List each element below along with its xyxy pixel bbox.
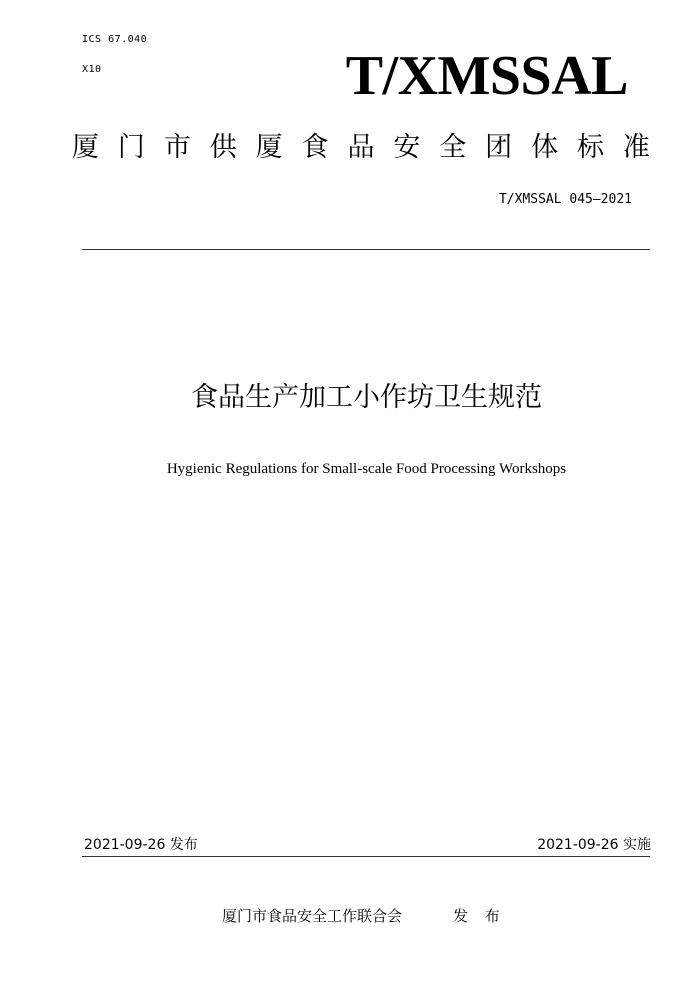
- document-title-english: Hygienic Regulations for Small-scale Food Processing Workshops: [166, 461, 567, 477]
- standard-type-char: 厦: [255, 132, 283, 163]
- issuing-organization: 厦门市食品安全工作联合会: [222, 907, 403, 925]
- standard-type-char: 市: [163, 132, 191, 163]
- bottom-divider: [82, 856, 650, 857]
- standard-logo: T/XMSSAL: [345, 45, 628, 107]
- standard-type-char: 团: [485, 132, 513, 163]
- standard-number: T/XMSSAL 045—2021: [498, 192, 632, 207]
- standard-type-char: 体: [531, 132, 559, 163]
- top-divider: [82, 249, 650, 250]
- standard-type-char: 食: [301, 132, 329, 163]
- standard-type-char: 门: [117, 132, 145, 163]
- standard-type-char: 品: [347, 132, 375, 163]
- ccs-code: X10: [82, 64, 102, 75]
- ics-code: ICS 67.040: [82, 34, 148, 45]
- standard-type-char: 供: [209, 132, 237, 163]
- standard-type-char: 全: [439, 132, 467, 163]
- standard-type-char: 标: [576, 132, 604, 163]
- standard-type-char: 准: [622, 132, 650, 163]
- standard-type-char: 安: [393, 132, 421, 163]
- release-date: 2021-09-26 发布: [84, 837, 198, 853]
- document-title-chinese: 食品生产加工小作坊卫生规范: [191, 382, 542, 413]
- issue-label: 发 布: [453, 907, 506, 925]
- standard-type-title: [72, 134, 650, 161]
- standard-type-char: 厦: [72, 132, 99, 163]
- implementation-date: 2021-09-26 实施: [537, 837, 651, 853]
